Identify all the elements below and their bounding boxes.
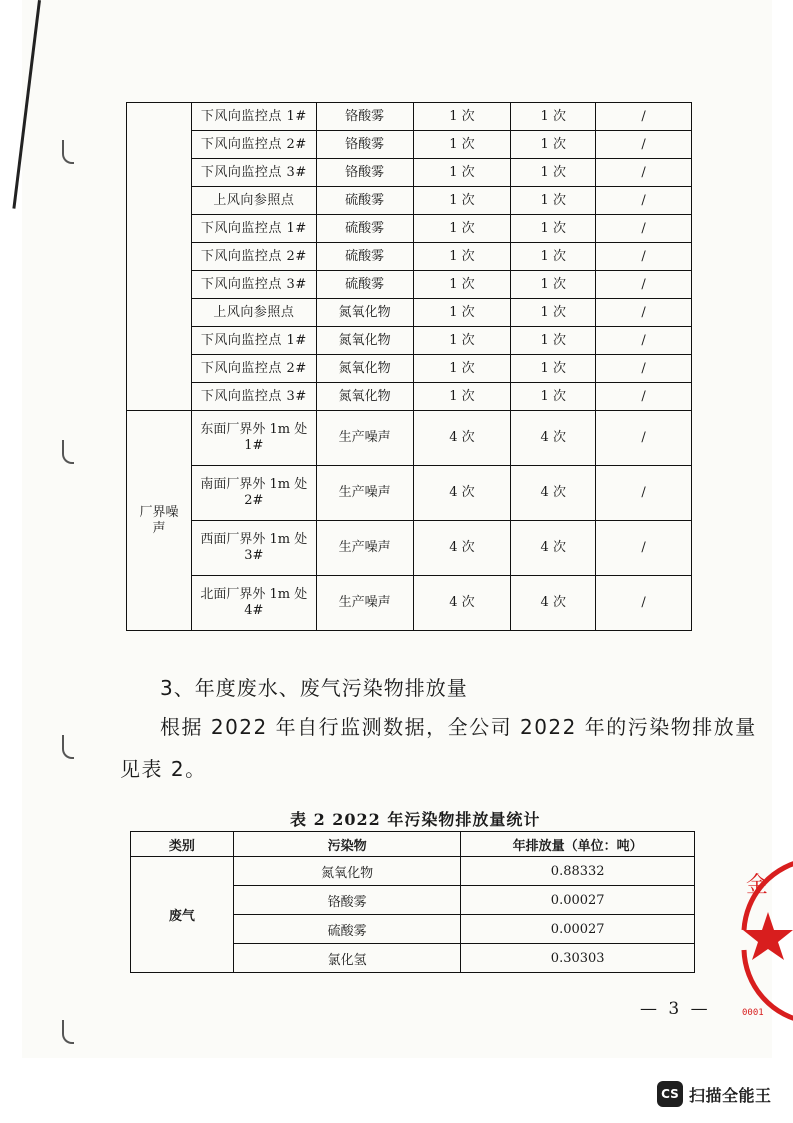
monitoring-point-cell: 下风向监控点 3# xyxy=(191,383,316,411)
pollutant-cell: 生产噪声 xyxy=(316,411,413,466)
binding-mark xyxy=(62,440,74,464)
binding-mark xyxy=(62,735,74,759)
frequency-cell: 1 次 xyxy=(511,103,596,131)
monitoring-point-cell: 下风向监控点 2# xyxy=(191,355,316,383)
frequency-cell: 1 次 xyxy=(413,271,511,299)
monitoring-point-cell: 北面厂界外 1m 处 4# xyxy=(191,576,316,631)
pollutant-cell: 氯化氢 xyxy=(233,944,461,973)
remark-cell: / xyxy=(596,355,692,383)
emission-value-cell: 0.30303 xyxy=(461,944,695,973)
monitoring-table-body xyxy=(127,103,692,631)
monitoring-point-cell: 上风向参照点 xyxy=(191,187,316,215)
camscanner-watermark xyxy=(657,1080,772,1108)
remark-cell: / xyxy=(596,215,692,243)
table-row xyxy=(127,327,692,355)
frequency-cell: 1 次 xyxy=(511,271,596,299)
remark-cell: / xyxy=(596,383,692,411)
pollutant-cell: 硫酸雾 xyxy=(316,215,413,243)
remark-cell: / xyxy=(596,243,692,271)
monitoring-point-cell: 东面厂界外 1m 处 1# xyxy=(191,411,316,466)
binding-mark xyxy=(62,140,74,164)
frequency-cell: 1 次 xyxy=(413,187,511,215)
table-row xyxy=(131,857,695,886)
pollutant-cell: 硫酸雾 xyxy=(233,915,461,944)
frequency-cell: 4 次 xyxy=(413,466,511,521)
emission-table xyxy=(130,831,695,973)
table-row xyxy=(127,466,692,521)
frequency-cell: 1 次 xyxy=(511,299,596,327)
pollutant-cell: 氮氧化物 xyxy=(316,299,413,327)
frequency-cell: 1 次 xyxy=(511,243,596,271)
frequency-cell: 1 次 xyxy=(511,383,596,411)
frequency-cell: 1 次 xyxy=(511,159,596,187)
remark-cell: / xyxy=(596,159,692,187)
monitoring-point-cell: 上风向参照点 xyxy=(191,299,316,327)
section-heading: 3、年度废水、废气污染物排放量 xyxy=(160,676,468,700)
category-cell xyxy=(127,103,192,411)
monitoring-point-cell: 下风向监控点 1# xyxy=(191,327,316,355)
remark-cell: / xyxy=(596,187,692,215)
remark-cell: / xyxy=(596,327,692,355)
remark-cell: / xyxy=(596,576,692,631)
pollutant-cell: 硫酸雾 xyxy=(316,243,413,271)
table-caption: 表 2 2022 年污染物排放量统计 xyxy=(290,810,541,829)
monitoring-point-cell: 南面厂界外 1m 处 2# xyxy=(191,466,316,521)
table-row xyxy=(127,131,692,159)
column-header: 类别 xyxy=(131,832,234,857)
table-row xyxy=(127,299,692,327)
cs-logo-icon: CS xyxy=(657,1081,683,1107)
frequency-cell: 1 次 xyxy=(413,131,511,159)
pollutant-cell: 生产噪声 xyxy=(316,576,413,631)
pollutant-cell: 氮氧化物 xyxy=(316,355,413,383)
pollutant-cell: 铬酸雾 xyxy=(316,159,413,187)
table-header-row xyxy=(131,832,695,857)
frequency-cell: 1 次 xyxy=(413,159,511,187)
emission-value-cell: 0.88332 xyxy=(461,857,695,886)
frequency-cell: 4 次 xyxy=(511,411,596,466)
frequency-cell: 1 次 xyxy=(413,327,511,355)
table-row xyxy=(127,215,692,243)
monitoring-point-cell: 西面厂界外 1m 处 3# xyxy=(191,521,316,576)
remark-cell: / xyxy=(596,103,692,131)
frequency-cell: 4 次 xyxy=(511,521,596,576)
remark-cell: / xyxy=(596,521,692,576)
table-row xyxy=(127,383,692,411)
paragraph-line: 见表 2。 xyxy=(120,757,207,781)
paragraph-line: 根据 2022 年自行监测数据，全公司 2022 年的污染物排放量 xyxy=(160,715,757,739)
seal-character: 金 xyxy=(746,873,769,898)
column-header: 污染物 xyxy=(233,832,461,857)
pollutant-cell: 硫酸雾 xyxy=(316,271,413,299)
frequency-cell: 1 次 xyxy=(413,243,511,271)
emission-table-body xyxy=(131,857,695,973)
monitoring-point-cell: 下风向监控点 1# xyxy=(191,215,316,243)
pollutant-cell: 铬酸雾 xyxy=(316,131,413,159)
monitoring-point-cell: 下风向监控点 2# xyxy=(191,131,316,159)
frequency-cell: 1 次 xyxy=(413,383,511,411)
remark-cell: / xyxy=(596,131,692,159)
table-row xyxy=(127,411,692,466)
emission-value-cell: 0.00027 xyxy=(461,915,695,944)
frequency-cell: 1 次 xyxy=(511,215,596,243)
table-row xyxy=(127,159,692,187)
pollutant-cell: 铬酸雾 xyxy=(316,103,413,131)
monitoring-table xyxy=(126,102,692,631)
monitoring-point-cell: 下风向监控点 2# xyxy=(191,243,316,271)
table-row xyxy=(127,243,692,271)
frequency-cell: 1 次 xyxy=(511,355,596,383)
remark-cell: / xyxy=(596,466,692,521)
pollutant-cell: 氮氧化物 xyxy=(233,857,461,886)
emission-value-cell: 0.00027 xyxy=(461,886,695,915)
monitoring-point-cell: 下风向监控点 1# xyxy=(191,103,316,131)
binding-mark xyxy=(62,1020,74,1044)
remark-cell: / xyxy=(596,411,692,466)
pollutant-cell: 氮氧化物 xyxy=(316,327,413,355)
pollutant-cell: 铬酸雾 xyxy=(233,886,461,915)
remark-cell: / xyxy=(596,271,692,299)
category-cell: 废气 xyxy=(131,857,234,973)
watermark-text: 扫描全能王 xyxy=(689,1085,772,1105)
frequency-cell: 4 次 xyxy=(413,576,511,631)
pollutant-cell: 生产噪声 xyxy=(316,521,413,576)
frequency-cell: 1 次 xyxy=(413,299,511,327)
frequency-cell: 4 次 xyxy=(511,466,596,521)
pollutant-cell: 硫酸雾 xyxy=(316,187,413,215)
seal-number: 0001 xyxy=(742,1008,764,1018)
category-cell: 厂界噪声 xyxy=(127,411,192,631)
pollutant-cell: 生产噪声 xyxy=(316,466,413,521)
frequency-cell: 4 次 xyxy=(413,521,511,576)
frequency-cell: 1 次 xyxy=(511,131,596,159)
monitoring-point-cell: 下风向监控点 3# xyxy=(191,271,316,299)
table-row xyxy=(127,187,692,215)
frequency-cell: 1 次 xyxy=(511,327,596,355)
table-row xyxy=(127,103,692,131)
column-header: 年排放量（单位：吨） xyxy=(461,832,695,857)
frequency-cell: 4 次 xyxy=(511,576,596,631)
table-row xyxy=(127,355,692,383)
frequency-cell: 1 次 xyxy=(413,103,511,131)
pollutant-cell: 氮氧化物 xyxy=(316,383,413,411)
remark-cell: / xyxy=(596,299,692,327)
frequency-cell: 1 次 xyxy=(413,215,511,243)
frequency-cell: 4 次 xyxy=(413,411,511,466)
frequency-cell: 1 次 xyxy=(413,355,511,383)
table-row xyxy=(127,271,692,299)
page-number: — 3 — xyxy=(640,999,711,1019)
table-row xyxy=(127,576,692,631)
table-row xyxy=(127,521,692,576)
monitoring-point-cell: 下风向监控点 3# xyxy=(191,159,316,187)
frequency-cell: 1 次 xyxy=(511,187,596,215)
